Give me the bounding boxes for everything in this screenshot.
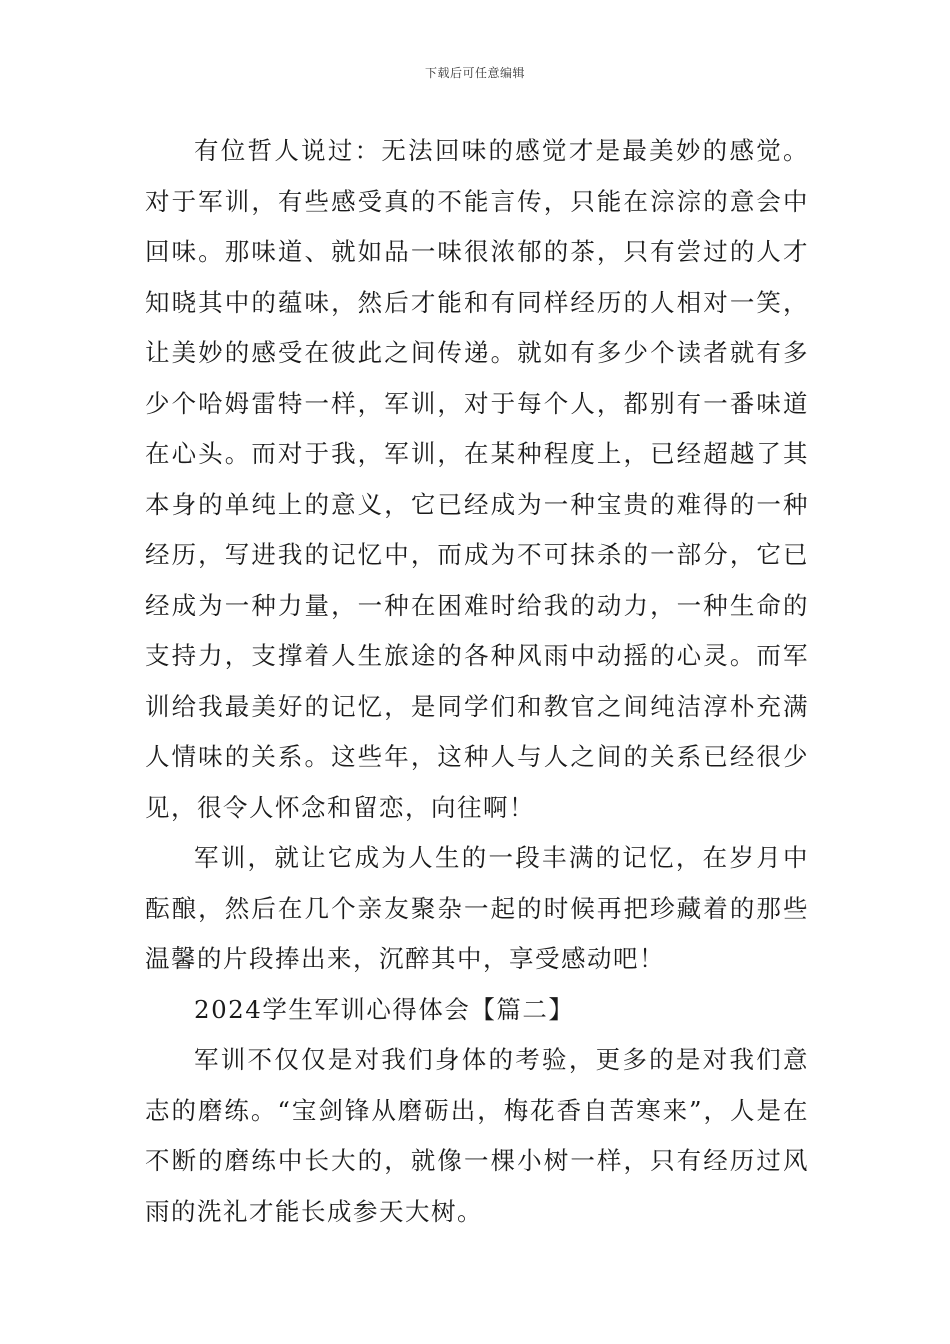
header-note: 下载后可任意编辑 bbox=[424, 66, 525, 80]
section-heading: 2024学生军训心得体会【篇二】 bbox=[194, 994, 575, 1024]
paragraph-2: 军训，就让它成为人生的一段丰满的记忆，在岁月中酝酿，然后在几个亲友聚杂一起的时候再把珍藏着的那些温馨的片段捧出来，沉醉其中，享受感动吧！ bbox=[145, 843, 809, 973]
paragraph-3: 军训不仅仅是对我们身体的考验，更多的是对我们意志的磨练。“宝剑锋从磨砺出，梅花香自苦寒来”，人是在不断的磨练中长大的，就像一棵小树一样，只有经历过风雨的洗礼才能长成参天大树。 bbox=[145, 1045, 809, 1226]
paragraph-1: 有位哲人说过：无法回味的感觉才是最美妙的感觉。对于军训，有些感受真的不能言传，只能在淙淙的意会中回味。那味道、就如品一味很浓郁的茶，只有尝过的人才知晓其中的蕴味，然后才能和有同样经历的人相对一笑，让美妙的感受在彼此之间传递。就如有多少个读者就有多少个哈姆雷特一样，军训，对于每个人，都别有一番味道在心头。而对于我，军训，在某种程度上，已经超越了其本身的单纯上的意义，它已经成为一种宝贵的难得的一种经历，写进我的记忆中，而成为不可抹杀的一部分，它已经成为一种力量，一种在困难时给我的动力，一种生命的支持力，支撑着人生旅途的各种风雨中动摇的心灵。而军训给我最美好的记忆，是同学们和教官之间纯洁淳朴充满人情味的关系。这些年，这种人与人之间的关系已经很少见，很令人怀念和留恋，向往啊！ bbox=[145, 136, 809, 822]
document-body bbox=[145, 126, 809, 1237]
